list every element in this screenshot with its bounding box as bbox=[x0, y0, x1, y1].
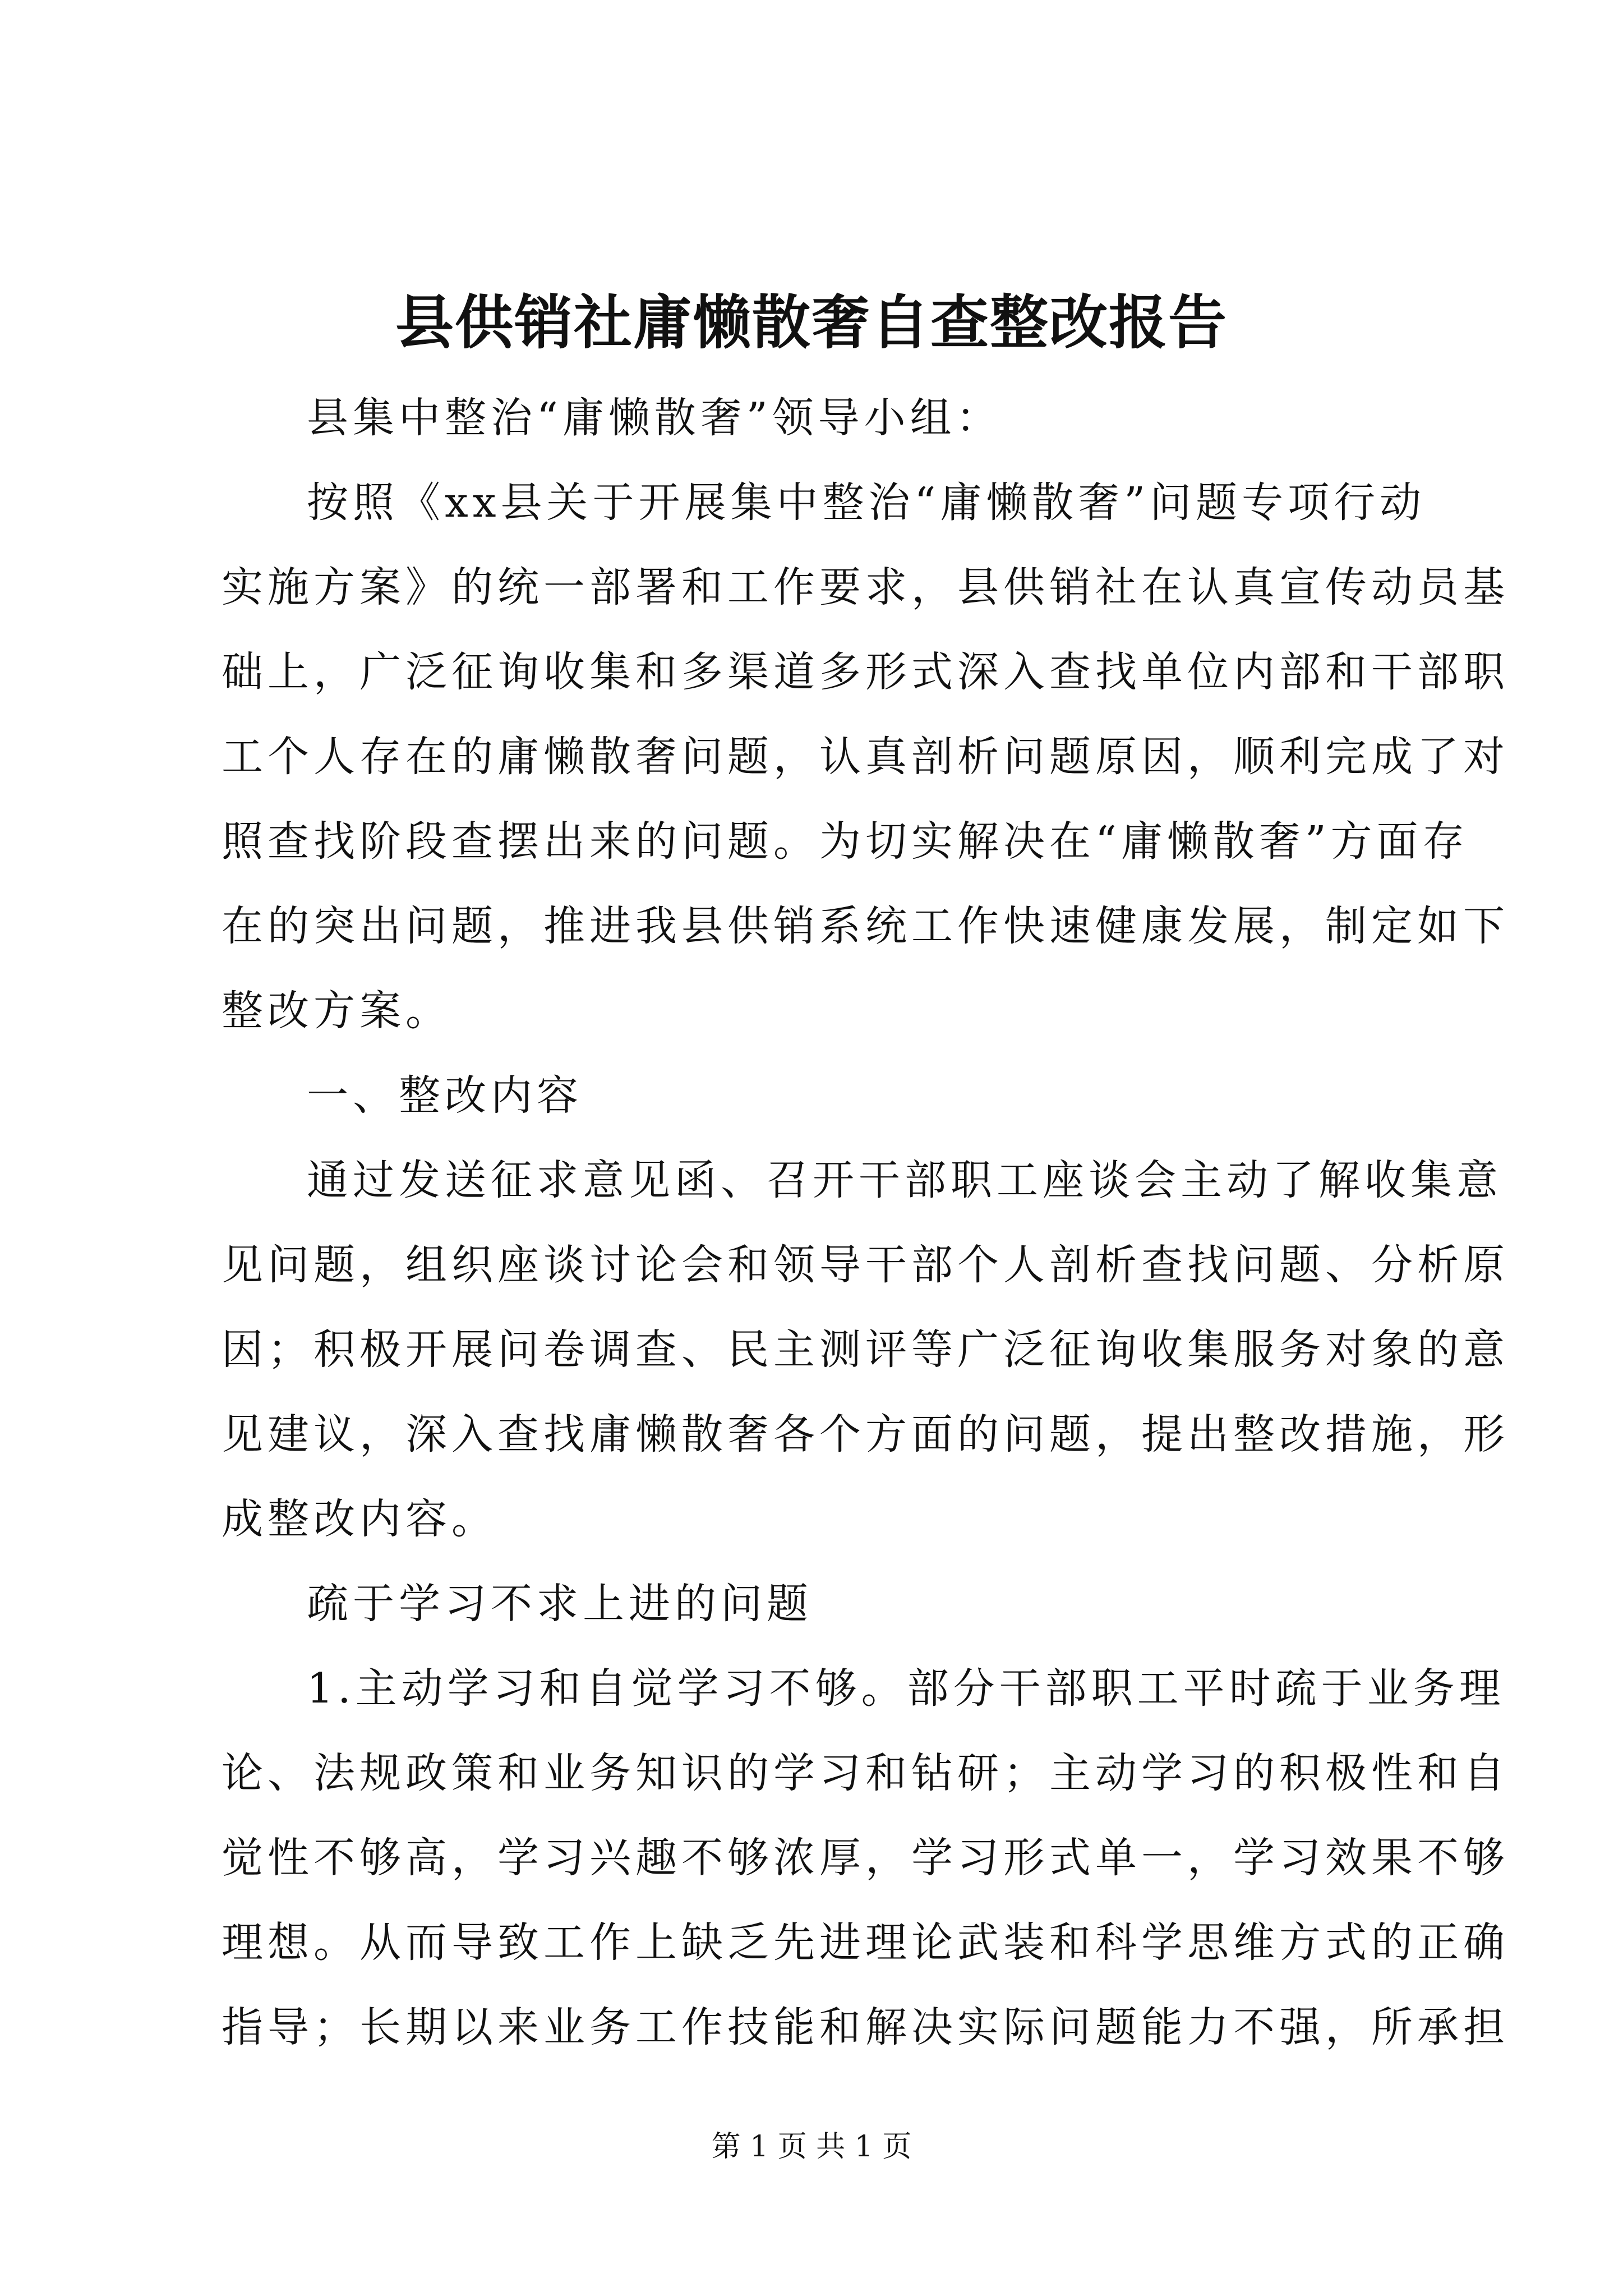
paragraph-line: 论、法规政策和业务知识的学习和钻研；主动学习的积极性和自 bbox=[222, 1749, 1509, 1797]
paragraph-line: 通过发送征求意见函、召开干部职工座谈会主动了解收集意 bbox=[307, 1156, 1502, 1204]
document-title: 县供销社庸懒散奢自查整改报告 bbox=[395, 288, 1228, 357]
paragraph-line: 见建议，深入查找庸懒散奢各个方面的问题，提出整改措施，形 bbox=[222, 1410, 1509, 1458]
paragraph-line: 照查找阶段查摆出来的问题。为切实解决在“庸懒散奢”方面存 bbox=[222, 817, 1469, 866]
paragraph-line: 因；积极开展问卷调查、民主测评等广泛征询收集服务对象的意 bbox=[222, 1326, 1509, 1374]
paragraph-line: 1.主动学习和自觉学习不够。部分干部职工平时疏于业务理 bbox=[307, 1664, 1505, 1713]
document-body bbox=[222, 376, 1509, 2070]
section-heading: 一、整改内容 bbox=[307, 1071, 583, 1120]
paragraph-line: 理想。从而导致工作上缺乏先进理论武装和科学思维方式的正确 bbox=[222, 1918, 1509, 1967]
salutation-line: 县集中整治“庸懒散奢”领导小组： bbox=[307, 394, 1002, 442]
paragraph-line: 础上，广泛征询收集和多渠道多形式深入查找单位内部和干部职 bbox=[222, 648, 1509, 696]
paragraph-line: 按照《xx县关于开展集中整治“庸懒散奢”问题专项行动 bbox=[307, 478, 1426, 527]
paragraph-line: 工个人存在的庸懒散奢问题，认真剖析问题原因，顺利完成了对 bbox=[222, 733, 1509, 781]
paragraph-line: 指导；长期以来业务工作技能和解决实际问题能力不强，所承担 bbox=[222, 2003, 1509, 2051]
page-number-footer: 第 1 页 共 1 页 bbox=[711, 2130, 912, 2164]
paragraph-line: 觉性不够高，学习兴趣不够浓厚，学习形式单一，学习效果不够 bbox=[222, 1834, 1509, 1882]
paragraph-line: 在的突出问题，推进我县供销系统工作快速健康发展，制定如下 bbox=[222, 902, 1509, 950]
paragraph-line: 成整改内容。 bbox=[222, 1495, 497, 1543]
subsection-heading: 疏于学习不求上进的问题 bbox=[307, 1580, 813, 1628]
paragraph-line: 实施方案》的统一部署和工作要求，县供销社在认真宣传动员基 bbox=[222, 563, 1509, 611]
paragraph-line: 整改方案。 bbox=[222, 987, 451, 1035]
paragraph-line: 见问题，组织座谈讨论会和领导干部个人剖析查找问题、分析原 bbox=[222, 1241, 1509, 1289]
